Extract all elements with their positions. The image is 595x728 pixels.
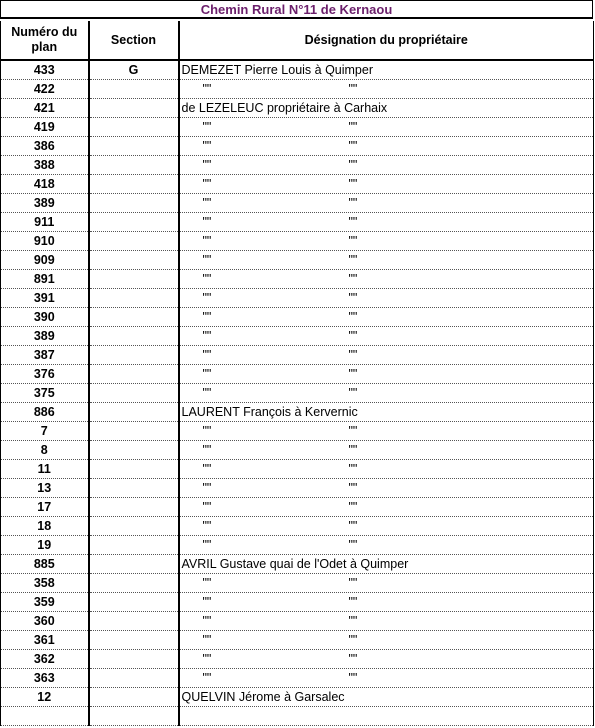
section-cell xyxy=(89,460,179,479)
section-cell xyxy=(89,631,179,650)
section-cell xyxy=(89,270,179,289)
owner-cell: "" "" xyxy=(179,118,594,137)
plan-number-cell: 375 xyxy=(1,384,89,403)
section-cell xyxy=(89,384,179,403)
plan-number-cell: 387 xyxy=(1,346,89,365)
table-row xyxy=(1,650,594,669)
header-row xyxy=(1,21,594,60)
owner-cell: "" "" xyxy=(179,289,594,308)
owner-cell: "" "" xyxy=(179,536,594,555)
owners-table xyxy=(0,21,594,726)
table-row xyxy=(1,460,594,479)
plan-number-cell: 362 xyxy=(1,650,89,669)
owner-cell: "" "" xyxy=(179,232,594,251)
owner-cell: "" "" xyxy=(179,460,594,479)
section-cell xyxy=(89,308,179,327)
section-cell xyxy=(89,251,179,270)
table-row xyxy=(1,422,594,441)
owner-cell: "" "" xyxy=(179,175,594,194)
plan-number-cell: 7 xyxy=(1,422,89,441)
table-body xyxy=(1,60,594,726)
table-row xyxy=(1,688,594,707)
section-cell xyxy=(89,422,179,441)
section-cell xyxy=(89,536,179,555)
owner-cell: "" "" xyxy=(179,137,594,156)
plan-number-cell: 885 xyxy=(1,555,89,574)
owner-cell: de LEZELEUC propriétaire à Carhaix xyxy=(179,99,594,118)
plan-number-cell: 909 xyxy=(1,251,89,270)
plan-number-cell: 361 xyxy=(1,631,89,650)
table-row xyxy=(1,536,594,555)
section-cell xyxy=(89,688,179,707)
table-row xyxy=(1,80,594,99)
table-row xyxy=(1,232,594,251)
table-row xyxy=(1,175,594,194)
section-cell xyxy=(89,327,179,346)
table-row xyxy=(1,631,594,650)
owner-cell: "" "" xyxy=(179,650,594,669)
table-row xyxy=(1,384,594,403)
plan-number-cell: 389 xyxy=(1,327,89,346)
owner-cell: LAURENT François à Kervernic xyxy=(179,403,594,422)
table-row xyxy=(1,669,594,688)
owner-cell: "" "" xyxy=(179,213,594,232)
owner-cell: AVRIL Gustave quai de l'Odet à Quimper xyxy=(179,555,594,574)
table-row xyxy=(1,213,594,232)
plan-number-cell: 18 xyxy=(1,517,89,536)
plan-number-cell: 421 xyxy=(1,99,89,118)
table-row xyxy=(1,593,594,612)
section-cell xyxy=(89,346,179,365)
section-cell xyxy=(89,669,179,688)
owner-cell: "" "" xyxy=(179,156,594,175)
header-plan-number: Numéro du plan xyxy=(1,21,89,60)
owner-cell: QUELVIN Jérome à Garsalec xyxy=(179,688,594,707)
owner-cell: "" "" xyxy=(179,384,594,403)
owner-cell: "" "" xyxy=(179,194,594,213)
table-row xyxy=(1,289,594,308)
section-cell xyxy=(89,80,179,99)
table-row xyxy=(1,574,594,593)
table-row xyxy=(1,270,594,289)
owner-cell xyxy=(179,707,594,726)
table-row xyxy=(1,60,594,80)
owner-cell: "" "" xyxy=(179,631,594,650)
section-cell xyxy=(89,156,179,175)
section-cell xyxy=(89,650,179,669)
section-cell xyxy=(89,232,179,251)
plan-number-cell: 422 xyxy=(1,80,89,99)
table-row xyxy=(1,251,594,270)
plan-number-cell xyxy=(1,707,89,726)
section-cell xyxy=(89,213,179,232)
plan-number-cell: 433 xyxy=(1,60,89,80)
plan-number-cell: 891 xyxy=(1,270,89,289)
section-cell xyxy=(89,194,179,213)
plan-number-cell: 360 xyxy=(1,612,89,631)
owner-cell: DEMEZET Pierre Louis à Quimper xyxy=(179,60,594,80)
table-row xyxy=(1,479,594,498)
table-row xyxy=(1,441,594,460)
plan-number-cell: 359 xyxy=(1,593,89,612)
section-cell xyxy=(89,517,179,536)
section-cell xyxy=(89,441,179,460)
plan-number-cell: 390 xyxy=(1,308,89,327)
section-cell xyxy=(89,118,179,137)
table-row xyxy=(1,707,594,726)
table-row xyxy=(1,99,594,118)
plan-number-cell: 388 xyxy=(1,156,89,175)
plan-number-cell: 911 xyxy=(1,213,89,232)
plan-number-cell: 11 xyxy=(1,460,89,479)
plan-number-cell: 8 xyxy=(1,441,89,460)
plan-number-cell: 386 xyxy=(1,137,89,156)
owner-cell: "" "" xyxy=(179,365,594,384)
table-row xyxy=(1,327,594,346)
section-cell xyxy=(89,612,179,631)
section-cell xyxy=(89,137,179,156)
table-row xyxy=(1,555,594,574)
plan-number-cell: 376 xyxy=(1,365,89,384)
plan-number-cell: 12 xyxy=(1,688,89,707)
plan-number-cell: 418 xyxy=(1,175,89,194)
header-owner: Désignation du propriétaire xyxy=(179,21,594,60)
plan-number-cell: 19 xyxy=(1,536,89,555)
owner-cell: "" "" xyxy=(179,574,594,593)
section-cell xyxy=(89,99,179,118)
plan-number-cell: 910 xyxy=(1,232,89,251)
table-row xyxy=(1,365,594,384)
section-cell xyxy=(89,707,179,726)
table-row xyxy=(1,517,594,536)
owner-cell: "" "" xyxy=(179,479,594,498)
section-cell xyxy=(89,175,179,194)
table-row xyxy=(1,346,594,365)
section-cell xyxy=(89,593,179,612)
plan-number-cell: 389 xyxy=(1,194,89,213)
plan-number-cell: 17 xyxy=(1,498,89,517)
section-cell xyxy=(89,574,179,593)
plan-number-cell: 358 xyxy=(1,574,89,593)
plan-number-cell: 391 xyxy=(1,289,89,308)
table-row xyxy=(1,194,594,213)
section-cell xyxy=(89,365,179,384)
owner-cell: "" "" xyxy=(179,251,594,270)
table-row xyxy=(1,612,594,631)
section-cell xyxy=(89,403,179,422)
table-row xyxy=(1,137,594,156)
page-title: Chemin Rural N°11 de Kernaou xyxy=(0,0,593,19)
owner-cell: "" "" xyxy=(179,308,594,327)
table-row xyxy=(1,156,594,175)
table-row xyxy=(1,498,594,517)
owner-cell: "" "" xyxy=(179,593,594,612)
owner-cell: "" "" xyxy=(179,80,594,99)
section-cell: G xyxy=(89,60,179,80)
section-cell xyxy=(89,498,179,517)
section-cell xyxy=(89,289,179,308)
plan-number-cell: 419 xyxy=(1,118,89,137)
owner-cell: "" "" xyxy=(179,441,594,460)
owner-cell: "" "" xyxy=(179,612,594,631)
section-cell xyxy=(89,479,179,498)
owner-cell: "" "" xyxy=(179,422,594,441)
table-row xyxy=(1,118,594,137)
owner-cell: "" "" xyxy=(179,270,594,289)
table-row xyxy=(1,403,594,422)
owner-cell: "" "" xyxy=(179,517,594,536)
owner-cell: "" "" xyxy=(179,327,594,346)
table-row xyxy=(1,308,594,327)
header-section: Section xyxy=(89,21,179,60)
section-cell xyxy=(89,555,179,574)
plan-number-cell: 886 xyxy=(1,403,89,422)
owner-cell: "" "" xyxy=(179,498,594,517)
owner-cell: "" "" xyxy=(179,669,594,688)
owner-cell: "" "" xyxy=(179,346,594,365)
plan-number-cell: 13 xyxy=(1,479,89,498)
plan-number-cell: 363 xyxy=(1,669,89,688)
